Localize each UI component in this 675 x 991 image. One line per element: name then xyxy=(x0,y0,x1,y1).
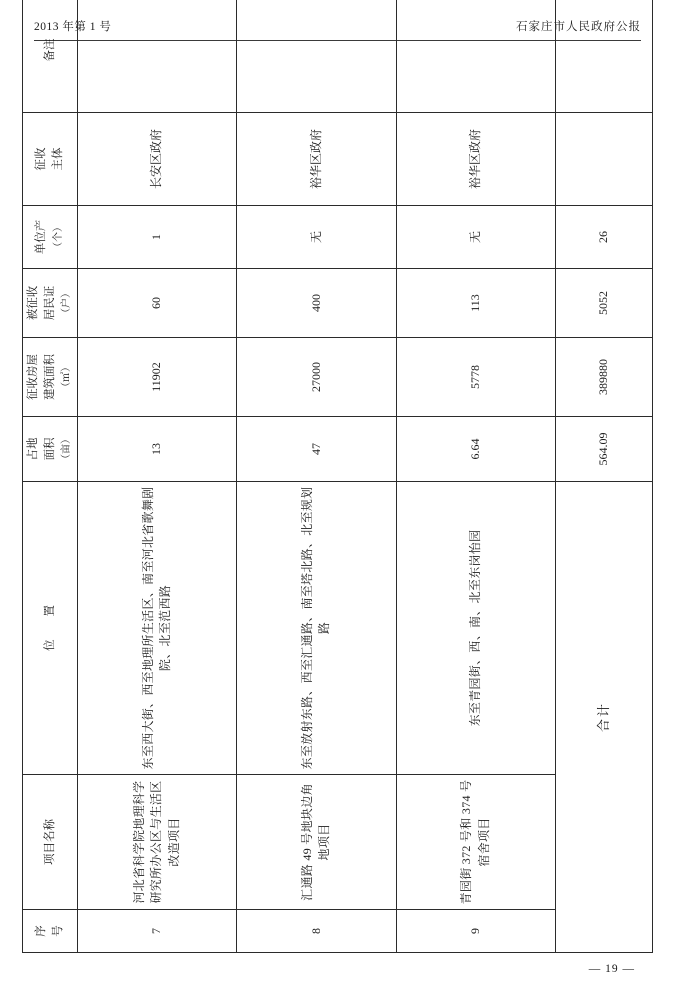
table-body xyxy=(78,0,653,953)
cell-total-building-area: 389880 xyxy=(555,338,652,417)
cell-building-area: 27000 xyxy=(237,338,396,417)
cell-project-name: 汇通路 49 号地块边角地项目 xyxy=(237,775,396,910)
cell-total-households: 5052 xyxy=(555,269,652,338)
col-header-units-line1: 单位产 xyxy=(35,219,48,255)
col-header-land-area-line2: 面积 xyxy=(43,437,56,461)
table-row xyxy=(237,0,396,953)
cell-building-area: 5778 xyxy=(396,338,555,417)
cell-subject: 长安区政府 xyxy=(78,113,237,206)
cell-memo xyxy=(237,0,396,113)
cell-seq: 8 xyxy=(237,910,396,953)
cell-units: 无 xyxy=(396,206,555,269)
table-row xyxy=(396,0,555,953)
col-header-location: 位 置 xyxy=(23,482,78,775)
col-header-units xyxy=(23,206,78,269)
table-header xyxy=(23,0,78,953)
table-header-row xyxy=(23,0,78,953)
col-header-subject xyxy=(23,113,78,206)
cell-memo xyxy=(78,0,237,113)
col-header-land-area-line1: 占地 xyxy=(27,437,39,461)
cell-total-subject xyxy=(555,113,652,206)
col-header-households-unit: （户） xyxy=(61,288,73,318)
cell-seq: 7 xyxy=(78,910,237,953)
cell-land-area: 13 xyxy=(78,417,237,482)
col-header-subject-line1: 征收 xyxy=(35,147,48,171)
page-number: — 19 — xyxy=(588,963,635,975)
col-header-land-area xyxy=(23,417,78,482)
col-header-seq xyxy=(23,910,78,953)
cell-land-area: 47 xyxy=(237,417,396,482)
col-header-seq-line2: 号 xyxy=(52,925,64,937)
col-header-building-area-unit: （㎡） xyxy=(61,362,73,392)
cell-households: 400 xyxy=(237,269,396,338)
col-header-households xyxy=(23,269,78,338)
header-issue-label: 2013 年第 1 号 xyxy=(34,21,112,33)
cell-subject: 裕华区政府 xyxy=(237,113,396,206)
cell-households: 60 xyxy=(78,269,237,338)
cell-memo xyxy=(396,0,555,113)
cell-location: 东至西大街、西至地理所生活区、南至河北省歌舞剧院、北至范西路 xyxy=(78,482,237,775)
cell-units: 1 xyxy=(78,206,237,269)
cell-building-area: 11902 xyxy=(78,338,237,417)
col-header-building-area xyxy=(23,338,78,417)
col-header-project-name: 项目名称 xyxy=(23,775,78,910)
col-header-units-unit: （个） xyxy=(53,222,64,252)
cell-units: 无 xyxy=(237,206,396,269)
cell-households: 113 xyxy=(396,269,555,338)
cell-total-label: 合计 xyxy=(555,482,652,953)
cell-total-land-area: 564.09 xyxy=(555,417,652,482)
col-header-seq-line1: 序 xyxy=(35,925,48,937)
table-total-row xyxy=(555,0,652,953)
col-header-households-line2: 居民证 xyxy=(43,285,56,321)
rotated-table-wrapper xyxy=(22,38,653,953)
cell-total-units: 26 xyxy=(555,206,652,269)
col-header-households-line1: 被征收 xyxy=(27,285,39,321)
rotated-table-stage xyxy=(22,38,653,953)
expropriation-project-table xyxy=(22,0,653,953)
cell-location: 东至放射东路、西至汇通路、南至塔北路、北至规划路 xyxy=(237,482,396,775)
cell-seq: 9 xyxy=(396,910,555,953)
cell-project-name: 青园街 372 号和 374 号宿舍项目 xyxy=(396,775,555,910)
col-header-land-area-unit: （亩） xyxy=(61,434,73,464)
cell-location: 东至青园街、西、南、北至东岗怡园 xyxy=(396,482,555,775)
col-header-building-area-line1: 征收房屋 xyxy=(27,354,39,400)
col-header-memo: 备注 xyxy=(23,0,78,113)
col-header-subject-line2: 主体 xyxy=(52,147,64,171)
cell-total-memo xyxy=(555,0,652,113)
table-row xyxy=(78,0,237,953)
header-publication-title: 石家庄市人民政府公报 xyxy=(516,21,641,33)
cell-project-name: 河北省科学院地理科学研究所办公区与生活区改造项目 xyxy=(78,775,237,910)
col-header-building-area-line2: 建筑面积 xyxy=(43,354,56,400)
cell-land-area: 6.64 xyxy=(396,417,555,482)
cell-subject: 裕华区政府 xyxy=(396,113,555,206)
